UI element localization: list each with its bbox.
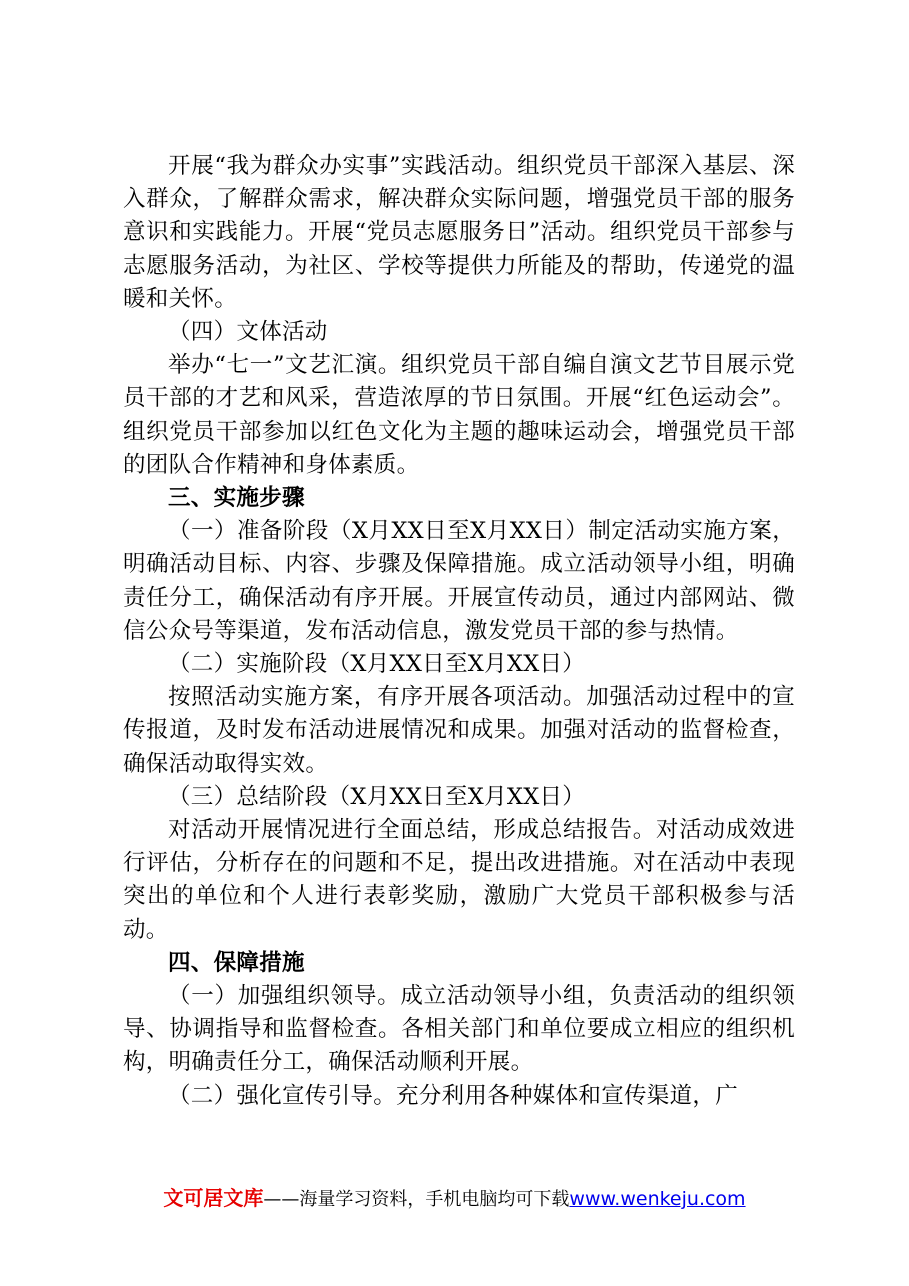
footer-banner: [0, 1182, 909, 1211]
footer-website-link[interactable]: www.wenkeju.com: [569, 1188, 746, 1210]
subheading-summary: （三）总结阶段（X月XX日至X月XX日）: [168, 783, 586, 810]
paragraph-practice: 开展“我为群众办实事”实践活动。组织党员干部深入基层、深入群众，了解群众需求，解决群众实际问题，增强党员干部的服务意识和实践能力。开展“党员志愿服务日”活动。组织党员干部参与志愿服务活动，为社区、学校等提供力所能及的帮助，传递党的温暖和关怀。: [123, 153, 795, 312]
paragraph-implementation: 按照活动实施方案，有序开展各项活动。加强活动过程中的宣传报道，及时发布活动进展情况和成果。加强对活动的监督检查，确保活动取得实效。: [123, 684, 795, 777]
section-heading-steps: 三、实施步骤: [168, 485, 305, 512]
paragraph-culture-sports: 举办“七一”文艺汇演。组织党员干部自编自演文艺节目展示党员干部的才艺和风采，营造浓厚的节日氛围。开展“红色运动会”。组织党员干部参加以红色文化为主题的趣味运动会，增强党员干部的团队合作精神和身体素质。: [123, 352, 795, 478]
footer-brand: 文可居文库: [163, 1186, 264, 1210]
document-body: [123, 150, 795, 1113]
paragraph-publicity: （二）强化宣传引导。充分利用各种媒体和宣传渠道，广: [168, 1082, 739, 1109]
subheading-culture-sports: （四）文体活动: [168, 319, 328, 346]
paragraph-preparation: （一）准备阶段（X月XX日至X月XX日）制定活动实施方案，明确活动目标、内容、步骤及保障措施。成立活动领导小组，明确责任分工，确保活动有序开展。开展宣传动员，通过内部网站、微信公众号等渠道，发布活动信息，激发党员干部的参与热情。: [123, 518, 795, 644]
paragraph-summary: 对活动开展情况进行全面总结，形成总结报告。对活动成效进行评估，分析存在的问题和不足，提出改进措施。对在活动中表现突出的单位和个人进行表彰奖励，激励广大党员干部积极参与活动。: [123, 817, 795, 943]
paragraph-leadership: （一）加强组织领导。成立活动领导小组，负责活动的组织领导、协调指导和监督检查。各相关部门和单位要成立相应的组织机构，明确责任分工，确保活动顺利开展。: [123, 983, 795, 1076]
section-heading-safeguards: 四、保障措施: [168, 949, 305, 976]
subheading-implementation: （二）实施阶段（X月XX日至X月XX日）: [168, 651, 586, 678]
footer-tagline: ——海量学习资料，手机电脑均可下载: [263, 1189, 570, 1210]
